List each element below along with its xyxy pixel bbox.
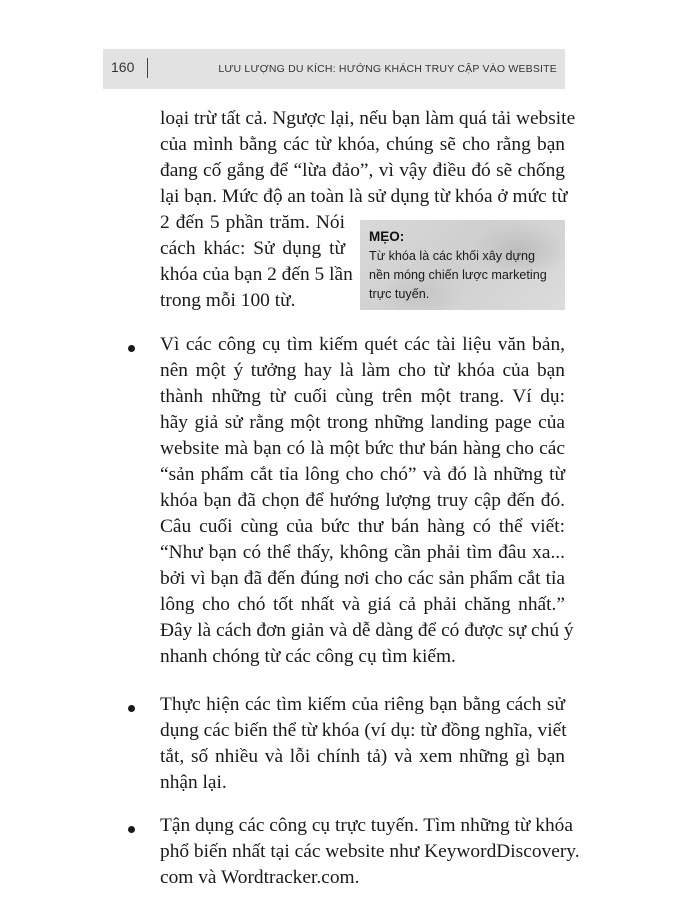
text-line: thành những từ cuối cùng trên một trang. Ví dụ: — [160, 386, 565, 407]
text-line: website mà bạn có là một bức thư bán hàng cho các — [160, 438, 565, 459]
text-line: Tận dụng các công cụ trực tuyến. Tìm những từ khóa — [160, 815, 573, 836]
header-divider — [147, 58, 148, 78]
text-line: cách khác: Sử dụng từ — [160, 238, 345, 259]
text-line: tắt, số nhiều và lỗi chính tả) và xem những gì bạn — [160, 746, 565, 767]
text-line: của mình bằng các từ khóa, chúng sẽ cho rằng bạn — [160, 134, 565, 155]
text-line: nên một ý tưởng hay là làm cho từ khóa của bạn — [160, 360, 565, 381]
tip-line: trực tuyến. — [369, 287, 430, 301]
text-line: dụng các biến thể từ khóa (ví dụ: từ đồng nghĩa, viết — [160, 720, 567, 741]
text-line: nhận lại. — [160, 772, 227, 793]
running-header — [103, 49, 565, 89]
text-line: đang cố gắng để “lừa đảo”, vì vậy điều đó sẽ chống — [160, 160, 565, 181]
bullet-marker — [128, 826, 135, 833]
bullet-marker — [128, 345, 135, 352]
bullet-item — [160, 692, 565, 796]
text-line: Vì các công cụ tìm kiếm quét các tài liệu văn bản, — [160, 334, 565, 355]
bullet-marker — [128, 705, 135, 712]
page-number: 160 — [111, 59, 135, 75]
text-line: phổ biến nhất tại các website như KeywordDiscovery. — [160, 841, 580, 862]
text-line: trong mỗi 100 từ. — [160, 290, 296, 311]
tip-title: MẸO: — [369, 229, 405, 244]
tip-line: nền móng chiến lược marketing — [369, 268, 547, 282]
text-line: “Như bạn có thể thấy, không cần phải tìm đâu xa... — [160, 542, 565, 563]
text-line: nhanh chóng từ các công cụ tìm kiếm. — [160, 646, 456, 667]
text-line: loại trừ tất cả. Ngược lại, nếu bạn làm quá tải website — [160, 108, 576, 129]
text-line: Câu cuối cùng của bức thư bán hàng có thể viết: — [160, 516, 565, 537]
tip-line: Từ khóa là các khối xây dựng — [369, 249, 535, 263]
text-line: “sản phẩm cắt tỉa lông cho chó” và đó là những từ — [160, 464, 565, 485]
text-line: com và Wordtracker.com. — [160, 867, 360, 888]
text-line: hãy giả sử rằng một trong những landing page của — [160, 412, 565, 433]
bullet-item — [160, 813, 580, 891]
tip-box — [360, 220, 565, 310]
text-line: bởi vì bạn đã đến đúng nơi cho các sản phẩm cắt tỉa — [160, 568, 565, 589]
text-line: Đây là cách đơn giản và dễ dàng để có được sự chú ý — [160, 620, 574, 641]
running-title: LƯU LƯỢNG DU KÍCH: HƯỚNG KHÁCH TRUY CẬP VÀO WEBSITE — [218, 63, 557, 75]
tip-text — [369, 247, 561, 304]
text-line: khóa của bạn 2 đến 5 lần — [160, 264, 353, 285]
text-line: khóa bạn đã chọn để hướng lượng truy cập đến đó. — [160, 490, 565, 511]
text-line: Thực hiện các tìm kiếm của riêng bạn bằng cách sử — [160, 694, 565, 715]
text-line: lông cho chó tốt nhất và giá cả phải chăng nhất.” — [160, 594, 565, 615]
text-line: 2 đến 5 phần trăm. Nói — [160, 212, 345, 233]
bullet-item — [160, 332, 574, 670]
text-line: lại bạn. Mức độ an toàn là sử dụng từ khóa ở mức từ — [160, 186, 568, 207]
